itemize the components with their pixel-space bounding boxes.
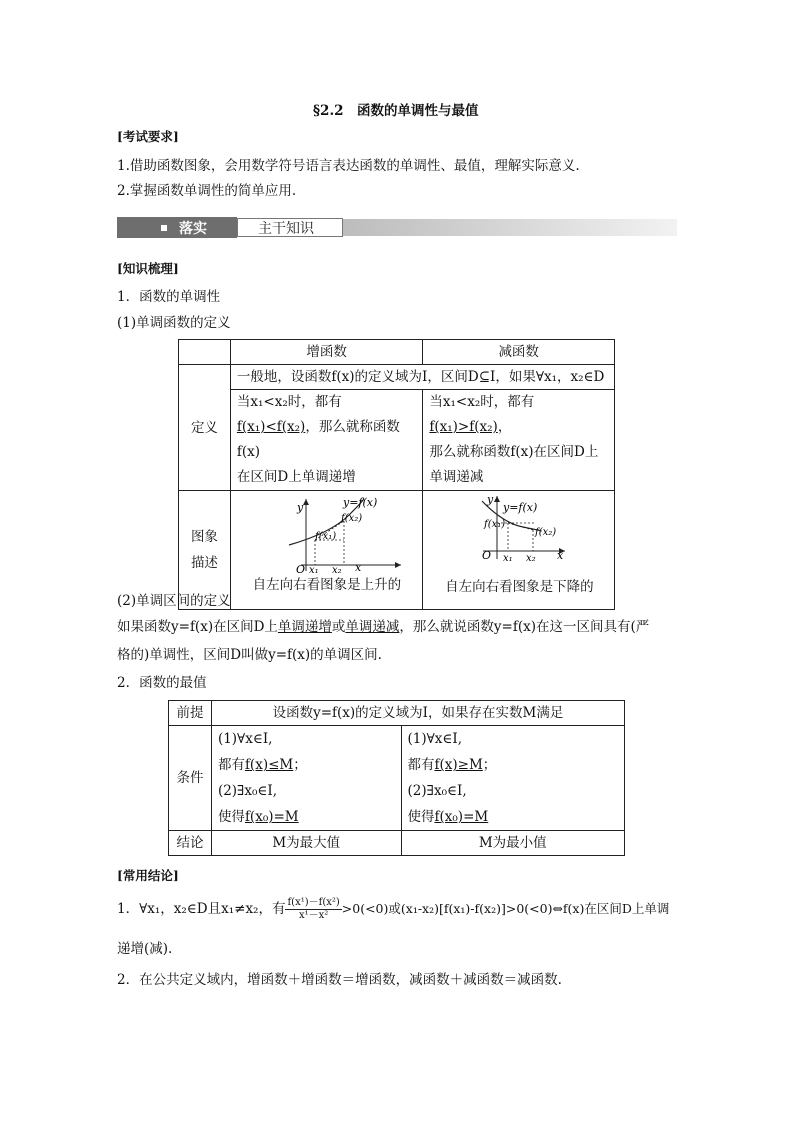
conclusion-1-b: >0(<0)或(x₁-x₂)[f(x₁)-f(x₂)]>0(<0)⇔f(x)在区间D上单调 — [341, 901, 670, 916]
table1-definition-common: 一般地，设函数f(x)的定义域为I，区间D⊆I，如果∀x₁，x₂∈D — [230, 365, 614, 390]
dec-line-1-a: 当x₁<x₂时，都有 — [429, 394, 535, 410]
requirement-item-1: 1.借助函数图象，会用数学符号语言表达函数的单调性、最值，理解实际意义. — [117, 158, 580, 174]
inc-label-x: x — [354, 561, 362, 573]
dec-label-origin: O — [482, 549, 492, 562]
banner-box — [237, 218, 343, 237]
max-cond-1: (1)∀x∈I, — [217, 731, 273, 747]
banner-square-icon — [161, 225, 167, 231]
max-cond-3: (2)∃x₀∈I, — [217, 783, 278, 799]
interval-para-a: 如果函数y=f(x)在区间D上 — [117, 619, 278, 635]
max-cond-4-u: f(x₀)=M — [244, 809, 299, 825]
inc-label-fx2: f(x₂) — [340, 513, 363, 524]
fraction-denominator: x¹－x² — [298, 910, 329, 921]
dec-label-fx2: f(x₂) — [535, 527, 557, 538]
max-cond-2 — [218, 752, 395, 778]
max-cond-2-u: f(x)≤M — [244, 757, 294, 773]
dec-condition: f(x₁)>f(x₂) — [429, 419, 498, 435]
decreasing-graph-cell — [423, 491, 615, 610]
inc-line-2 — [237, 415, 416, 465]
conclusion-1-a: 1．∀x₁，x₂∈D且x₁≠x₂，有 — [117, 901, 286, 917]
max-cond-2-b: ； — [293, 757, 307, 773]
dec-label-fx1: f(x₁) — [484, 519, 506, 530]
dec-line-2: 那么就称函数f(x)在区间D上 — [429, 444, 599, 460]
difference-quotient — [285, 897, 341, 922]
row-graph-label-1: 图象 — [190, 529, 218, 545]
max-cond-4 — [218, 804, 395, 830]
page-title: §2.2 函数的单调性与最值 — [313, 103, 479, 119]
decreasing-function-graph — [423, 493, 615, 573]
interval-paragraph-line-1 — [117, 617, 649, 637]
table1-corner — [179, 340, 231, 365]
table2-premise-label: 前提 — [169, 701, 212, 726]
inc-label-x2: x₂ — [331, 565, 342, 573]
fraction-numerator: f(x¹)－f(x²) — [287, 897, 340, 908]
row-graph-label-2: 描述 — [190, 555, 218, 571]
banner-dark-block — [117, 217, 237, 238]
table1-decreasing-definition — [423, 390, 615, 491]
subsection-1-heading: (1)单调函数的定义 — [117, 315, 231, 331]
banner-box-label: 主干知识 — [258, 221, 314, 237]
section-2-heading: 2．函数的最值 — [117, 675, 207, 691]
min-cond-4-u: f(x₀)=M — [434, 809, 489, 825]
conclusions-heading: [常用结论] — [117, 868, 179, 883]
min-cond-4-a: 使得 — [407, 809, 435, 825]
dec-line-3: 单调递减 — [429, 469, 484, 485]
table1-header-increasing: 增函数 — [230, 340, 422, 365]
table2-premise-text: 设函数y=f(x)的定义域为I，如果存在实数M满足 — [211, 701, 624, 726]
table1-increasing-definition — [230, 390, 422, 491]
min-cond-1: (1)∀x∈I, — [407, 731, 463, 747]
increasing-caption: 自左向右看图象是上升的 — [252, 577, 402, 593]
interval-para-inc: 单调递增 — [277, 619, 332, 635]
requirements-heading: [考试要求] — [117, 129, 179, 144]
decreasing-caption: 自左向右看图象是下降的 — [445, 579, 594, 595]
max-cond-4-a: 使得 — [217, 809, 245, 825]
min-cond-2-b: ； — [482, 757, 497, 773]
table1-row-definition: 定义 — [179, 365, 231, 491]
dec-label-func: y=f(x) — [503, 501, 538, 514]
monotonic-definition-table — [178, 339, 615, 610]
interval-para-b: ，那么就说函数y=f(x)在这一区间具有(严 — [399, 619, 650, 635]
dec-label-x2: x₂ — [526, 553, 537, 564]
min-cond-2 — [408, 752, 618, 778]
dec-label-x: x — [557, 549, 564, 562]
inc-line-1: 当x₁<x₂时，都有 — [236, 394, 342, 410]
increasing-function-graph — [231, 493, 423, 573]
inc-line-3: 在区间D上单调递增 — [236, 469, 356, 485]
interval-paragraph-line-2: 格的)单调性，区间D叫做y=f(x)的单调区间. — [117, 647, 382, 663]
table2-conclusion-min: M为最小值 — [401, 831, 624, 856]
max-cond-2-a: 都有 — [217, 757, 245, 773]
inc-label-x1: x₁ — [308, 565, 319, 573]
inc-line-2-rest: ，那么就称函数f(x) — [236, 419, 400, 460]
increasing-graph-cell — [230, 491, 422, 610]
table2-conclusion-label: 结论 — [169, 831, 212, 856]
table1-header-decreasing: 减函数 — [423, 340, 615, 365]
min-cond-2-a: 都有 — [407, 757, 435, 773]
subsection-2-heading: (2)单调区间的定义 — [117, 593, 231, 609]
inc-label-origin: O — [295, 563, 305, 573]
conclusion-item-1 — [117, 892, 669, 926]
conclusion-item-1-continued: 递增(减). — [117, 941, 173, 957]
knowledge-heading: [知识梳理] — [117, 261, 179, 276]
inc-condition: f(x₁)<f(x₂) — [236, 419, 306, 435]
dec-label-x1: x₁ — [503, 553, 514, 564]
extremum-table — [168, 700, 625, 856]
interval-para-dec: 单调递减 — [345, 619, 400, 635]
inc-label-func: y=f(x) — [342, 496, 378, 509]
table2-condition-min — [401, 726, 624, 831]
min-cond-2-u: f(x)≥M — [434, 757, 483, 773]
interval-para-or: 或 — [331, 619, 346, 635]
table2-conclusion-max: M为最大值 — [211, 831, 401, 856]
inc-label-y: y — [296, 501, 304, 514]
dec-line-1 — [429, 390, 608, 440]
conclusion-item-2: 2．在公共定义域内，增函数＋增函数＝增函数，减函数＋减函数＝减函数. — [117, 972, 562, 988]
inc-label-fx1: f(x₁) — [314, 531, 337, 542]
table2-condition-max — [211, 726, 401, 831]
banner-dark-label: 落实 — [179, 221, 207, 237]
section-banner — [117, 217, 677, 239]
requirement-item-2: 2.掌握函数单调性的简单应用. — [117, 183, 297, 199]
dec-label-y: y — [487, 493, 494, 506]
section-1-heading: 1．函数的单调性 — [117, 289, 221, 305]
min-cond-3: (2)∃x₀∈I, — [407, 783, 467, 799]
dec-line-1-b: ， — [497, 419, 512, 435]
table2-condition-label: 条件 — [169, 726, 212, 831]
min-cond-4 — [408, 804, 618, 830]
